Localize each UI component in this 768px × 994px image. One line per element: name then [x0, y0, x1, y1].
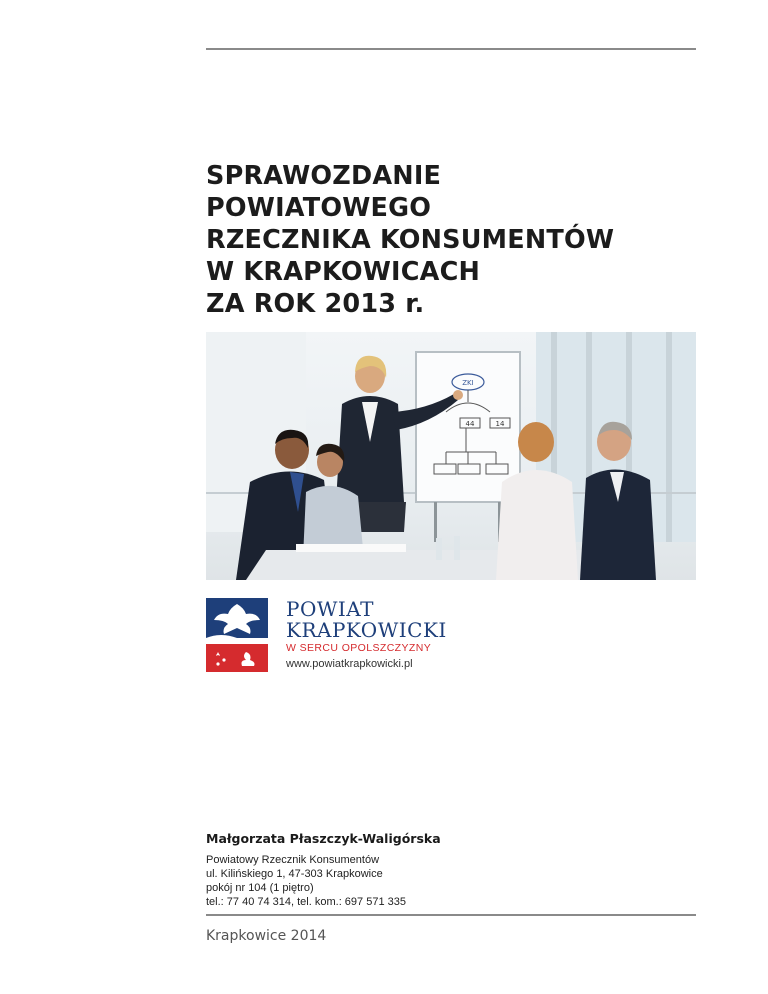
author-contact-block [206, 853, 406, 909]
coat-of-arms-icon [206, 598, 268, 672]
logo-name-line-2: KRAPKOWICKI [286, 618, 447, 642]
author-address: ul. Kilińskiego 1, 47-303 Krapkowice [206, 868, 383, 880]
title-line-5: ZA ROK 2013 r. [206, 289, 425, 319]
title-line-3: RZECZNIKA KONSUMENTÓW [206, 225, 615, 255]
logo-name-line-1: POWIAT [286, 597, 374, 621]
bottom-rule [206, 914, 696, 916]
document-title [206, 160, 686, 320]
author-phone: tel.: 77 40 74 314, tel. kom.: 697 571 335 [206, 896, 406, 908]
powiat-logo [206, 598, 506, 678]
top-rule [206, 48, 696, 50]
author-role: Powiatowy Rzecznik Konsumentów [206, 854, 380, 866]
flipchart-node-top: ZKI [462, 379, 474, 387]
title-line-4: W KRAPKOWICACH [206, 257, 481, 287]
author-name: Małgorzata Płaszczyk-Waligórska [206, 831, 441, 846]
logo-tagline: W SERCU OPOLSZCZYZNY [286, 642, 432, 654]
title-line-1: SPRAWOZDANIE [206, 161, 442, 191]
author-room: pokój nr 104 (1 piętro) [206, 882, 314, 894]
flipchart-node-left: 44 [465, 420, 475, 428]
flipchart-node-right: 14 [495, 420, 505, 428]
footer-place-year: Krapkowice 2014 [206, 928, 327, 944]
cover-photo-business-meeting [206, 332, 696, 580]
title-line-2: POWIATOWEGO [206, 193, 432, 223]
logo-website-url: www.powiatkrapkowicki.pl [286, 658, 413, 670]
